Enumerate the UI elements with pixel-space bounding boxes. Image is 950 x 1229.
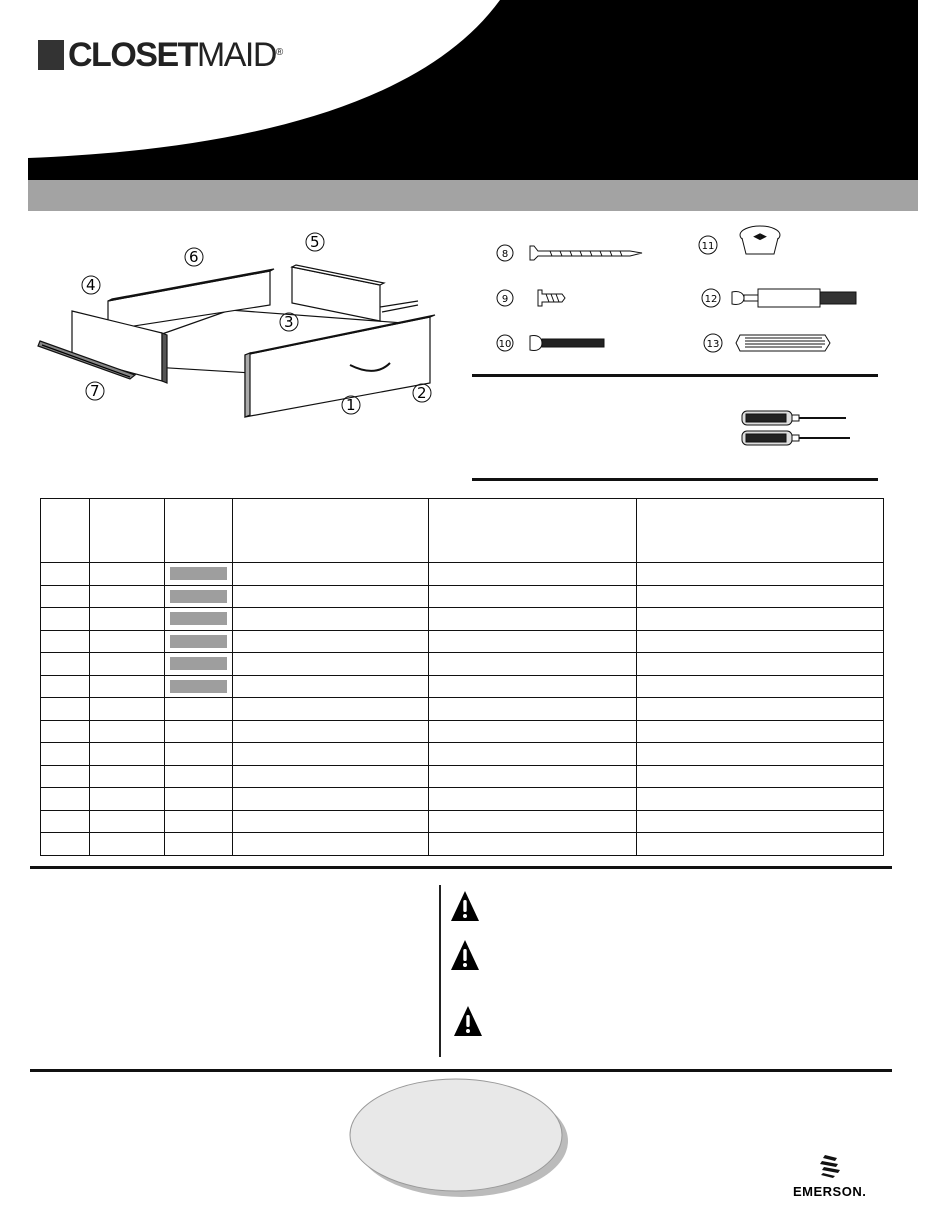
finish-swatch xyxy=(170,612,227,625)
table-header-row xyxy=(41,499,884,563)
table-row xyxy=(41,788,884,811)
screwdrivers-icon xyxy=(738,408,858,458)
hardware-num-8: 8 xyxy=(501,249,509,260)
hardware-num-9: 9 xyxy=(501,294,509,305)
col-header-2 xyxy=(90,499,165,563)
section-divider-bottom xyxy=(30,1069,892,1072)
warning-triangle-icon xyxy=(450,890,480,922)
callout-1: 1 xyxy=(346,396,356,414)
wood-dowel-icon xyxy=(736,335,830,351)
callout-6: 6 xyxy=(189,248,199,266)
table-row xyxy=(41,608,884,631)
table-row xyxy=(41,833,884,856)
col-header-4 xyxy=(233,499,429,563)
hardware-divider xyxy=(472,374,878,377)
cam-lock-icon xyxy=(740,226,780,254)
emerson-wordmark: EMERSON. xyxy=(793,1184,867,1199)
emerson-logo xyxy=(793,1153,866,1199)
hardware-panel xyxy=(470,222,890,372)
machine-screw-icon xyxy=(530,335,604,350)
wood-screw-icon xyxy=(530,246,642,260)
svg-text:◀▶: ◀▶ xyxy=(753,231,767,241)
table-row xyxy=(41,698,884,721)
hardware-num-12: 12 xyxy=(704,294,718,305)
warning-triangle-icon xyxy=(450,939,480,971)
finish-swatch xyxy=(170,657,227,670)
emerson-mark-icon xyxy=(815,1153,845,1179)
hardware-num-11: 11 xyxy=(701,241,715,252)
table-row xyxy=(41,720,884,743)
callout-2: 2 xyxy=(417,384,427,402)
col-header-3 xyxy=(165,499,233,563)
table-row xyxy=(41,653,884,676)
finish-swatch xyxy=(170,567,227,580)
column-divider xyxy=(439,885,441,1057)
table-row xyxy=(41,765,884,788)
logo-wordmark: CLOSETMAID® xyxy=(68,36,284,74)
hardware-num-10: 10 xyxy=(498,339,512,350)
table-row xyxy=(41,630,884,653)
col-header-1 xyxy=(41,499,90,563)
table-row xyxy=(41,810,884,833)
warning-triangle-icon xyxy=(453,1005,483,1037)
finish-swatch xyxy=(170,635,227,648)
callout-7: 7 xyxy=(90,382,100,400)
finish-swatch xyxy=(170,590,227,603)
section-divider-top xyxy=(30,866,892,869)
table-row xyxy=(41,743,884,766)
hardware-num-13: 13 xyxy=(706,339,720,350)
cam-bolt-icon xyxy=(732,289,856,307)
col-header-6 xyxy=(637,499,884,563)
table-row xyxy=(41,563,884,586)
callout-3: 3 xyxy=(284,313,294,331)
callout-4: 4 xyxy=(86,276,96,294)
callout-5: 5 xyxy=(310,233,320,251)
parts-table xyxy=(40,498,884,856)
table-row xyxy=(41,585,884,608)
finish-swatch xyxy=(170,680,227,693)
tools-divider xyxy=(472,478,878,481)
oval-badge xyxy=(347,1078,577,1208)
table-row xyxy=(41,675,884,698)
col-header-5 xyxy=(429,499,637,563)
short-screw-icon xyxy=(538,290,565,306)
